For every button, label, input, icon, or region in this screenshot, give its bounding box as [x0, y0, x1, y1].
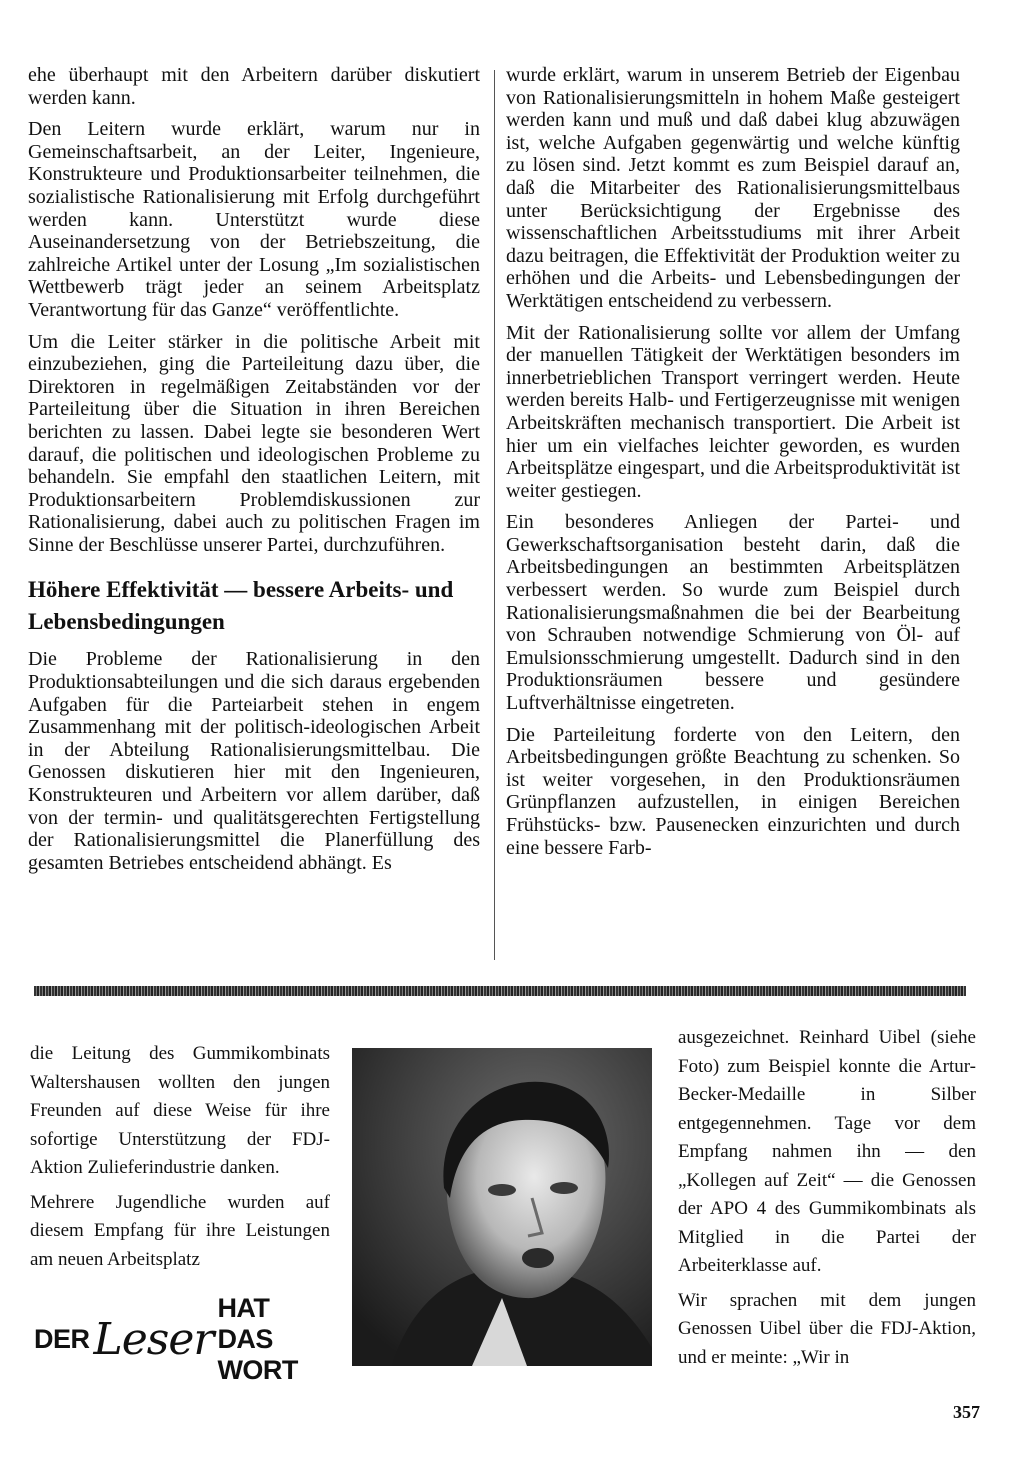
reader-left-column — [30, 1040, 330, 1280]
paragraph: Mehrere Jugendliche wurden auf diesem Empfang für ihre Leistungen am neuen Arbeitsplatz — [30, 1191, 330, 1270]
paragraph: Mit der Rationalisierung sollte vor allem der Umfang der manuellen Tätigkeit der Werktätigen besonders im innerbetrieblichen Transport verringert werden. Heute werden bereits Halb- und Fertigerzeugnisse mit wenigen Arbeitskräften mechanisch transportiert. Die Arbeit ist hier um ein vielfaches leichter geworden, es wurden Arbeitsplätze eingespart, und die Arbeitsproduktivität ist weiter gestiegen. — [506, 321, 960, 502]
article-left-column — [28, 64, 480, 874]
column-rule — [494, 70, 495, 960]
section-divider — [34, 986, 966, 996]
paragraph: Ein besonderes Anliegen der Partei- und Gewerkschaftsorganisation besteht darin, daß die Arbeitsbedingungen an bestimmten Arbeitsplätzen verbessert werden. So wurde zum Beispiel durch Rationalisierungsmaßnahmen die bei der Bearbeitung von Schrauben notwendige Schmierung von Öl- auf Emulsionsschmierung umgestellt. Dadurch sind in den Produktionsräumen bessere und gesündere Luftverhältnisse eingetreten. — [506, 511, 960, 715]
masthead-part: HAT DAS WORT — [217, 1292, 298, 1385]
reader-right-column — [678, 1024, 976, 1378]
paragraph: wurde erklärt, warum in unserem Betrieb der Eigenbau von Rationalisierungsmitteln in hohem Maße gesteigert werden kann und muß und daß dabei klug abzuwägen ist, welche Aufgaben gegenwärtig und welche künftig zu lösen sind. Jetzt kommt es zum Beispiel darauf an, daß die Mitarbeiter des Rationalisierungsmittelbaus unter Berücksichtigung der Ergebnisse des wissenschaftlichen Arbeitsstudiums mit ihrer Arbeit dazu beitragen, die Effektivität der Produktion weiter zu erhöhen und die Arbeits- und Lebensbedingungen der Werktätigen entscheidend zu verbessern. — [506, 64, 960, 312]
section-heading: Höhere Effektivität — bessere Arbeits- und Lebensbedingungen — [28, 577, 454, 635]
masthead-script: Leser — [93, 1313, 214, 1365]
paragraph: ausgezeichnet. Reinhard Uibel (siehe Foto) zum Beispiel konnte die Artur-Becker-Medaille in Silber entgegennehmen. Tage vor dem Empfang nahmen ihn — den „Kollegen auf Zeit“ — die Genossen der APO 4 des Gummikombinats als Mitglied in die Partei der Arbeiterklasse auf. — [678, 1027, 976, 1276]
portrait-photo — [352, 1048, 652, 1366]
page-number: 357 — [953, 1402, 980, 1422]
paragraph: Wir sprachen mit dem jungen Genossen Uibel über die FDJ-Aktion, und er meinte: „Wir in — [678, 1289, 976, 1368]
paragraph: die Leitung des Gummikombinats Waltershausen wollten den jungen Freunden auf diese Weise für ihre sofortige Unterstützung der FDJ-Aktion Zulieferindustrie danken. — [30, 1043, 330, 1178]
portrait-image — [352, 1048, 652, 1366]
section-masthead — [34, 1292, 330, 1385]
paragraph: Die Parteileitung forderte von den Leitern, den Arbeitsbedingungen größte Beachtung zu schenken. So ist weiter vorgesehen, in den Produktionsräumen Grünpflanzen aufzustellen, in einigen Bereichen Frühstücks- bzw. Pausenecken einzurichten und durch eine bessere Farb- — [506, 723, 960, 859]
paragraph: Die Probleme der Rationalisierung in den Produktionsabteilungen und die sich daraus ergebenden Aufgaben für die Parteiarbeit stehen in engem Zusammenhang mit der politisch-ideologischen Arbeit in der Abteilung Rationalisierungsmittelbau. Die Genossen diskutieren hier mit den Ingenieuren, Konstrukteuren und Arbeitern vor allem darüber, daß von der termin- und qualitätsgerechten Fertigstellung der Rationalisierungsmittel die Planerfüllung des gesamten Betriebes entscheidend abhängt. Es — [28, 648, 480, 874]
article-right-column — [506, 64, 960, 859]
masthead-part: DER — [34, 1323, 90, 1354]
paragraph: ehe überhaupt mit den Arbeitern darüber diskutiert werden kann. — [28, 64, 480, 109]
paragraph: Um die Leiter stärker in die politische Arbeit mit einzubeziehen, ging die Parteileitung dazu über, die Direktoren in regelmäßigen Zeitabständen vor der Parteileitung über die Situation in ihren Bereichen berichten zu lassen. Dabei legte sie besonderen Wert darauf, die politischen und ideologischen Probleme zu behandeln. Sie empfahl den staatlichen Leitern, mit Produktionsarbeitern Problemdiskussionen zur Rationalisierung, dabei auch zu politischen Fragen im Sinne der Beschlüsse unserer Partei, durchzuführen. — [28, 330, 480, 556]
paragraph: Den Leitern wurde erklärt, warum nur in Gemeinschaftsarbeit, an der Leiter, Ingenieure, Konstrukteure und Produktionsarbeiter teilnehmen, die sozialistische Rationalisierung mit Erfolg durchgeführt werden kann. Unterstützt wurde diese Auseinandersetzung von der Betriebszeitung, die zahlreiche Artikel unter der Losung „Im sozialistischen Wettbewerb trägt jeder an seinem Arbeitsplatz Verantwortung für das Ganze“ veröffentlichte. — [28, 118, 480, 321]
